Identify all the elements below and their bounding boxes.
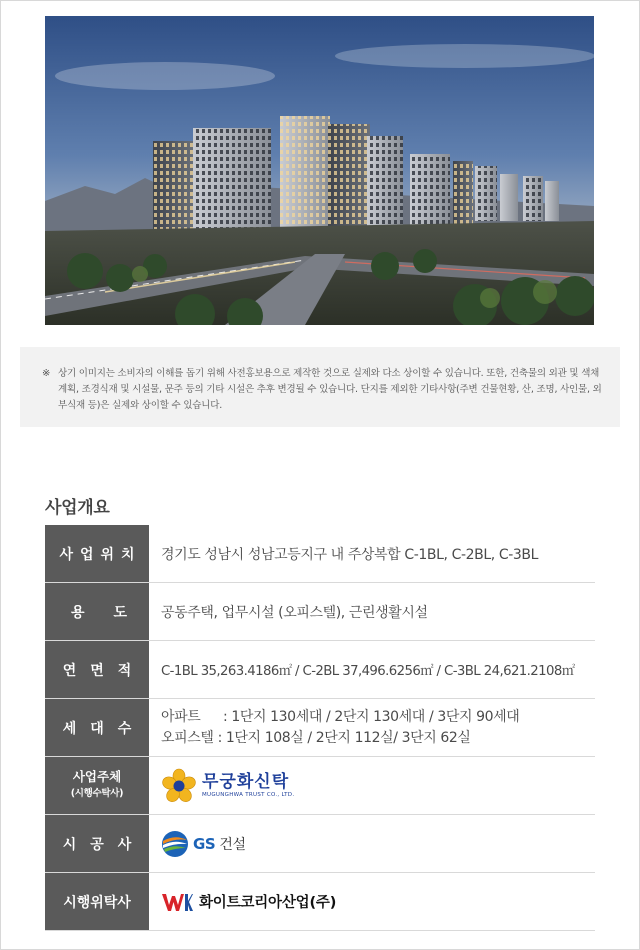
section-title: 사업개요 — [45, 498, 110, 518]
overview-row-floor-area — [45, 641, 595, 699]
row-value: 공동주택, 업무시설 (오피스텔), 근린생활시설 — [161, 604, 428, 621]
households-key: 아파트 — [161, 708, 201, 725]
row-label: 사업위치 — [45, 525, 149, 582]
households-key: 오피스텔 — [161, 729, 214, 746]
logo-name: 화이트코리아산업(주) — [199, 895, 337, 911]
logo-sub: 건설 — [219, 836, 246, 853]
row-value — [161, 815, 595, 872]
logo-english-name: MUGUNGHWA TRUST CO., LTD. — [202, 792, 295, 798]
logo-name: 무궁화신탁 — [202, 772, 290, 792]
row-value: 경기도 성남시 성남고등지구 내 주상복합 C-1BL, C-2BL, C-3BL — [161, 546, 538, 563]
row-label: 시공사 — [45, 815, 149, 872]
mugunghwa-trust-logo — [161, 768, 294, 804]
disclaimer-notice — [20, 347, 620, 427]
reference-mark-icon: ※ — [42, 368, 51, 379]
logo-brand: GS — [193, 834, 216, 853]
overview-row-developer — [45, 757, 595, 815]
row-label: 시행위탁사 — [45, 873, 149, 930]
row-label-main: 사업주체 — [72, 769, 122, 784]
white-korea-logo — [161, 891, 336, 913]
row-label — [45, 583, 149, 640]
row-label — [45, 757, 149, 814]
row-label-sub: (시행수탁사) — [70, 788, 124, 799]
overview-row-households — [45, 699, 595, 757]
overview-row-delegate — [45, 873, 595, 931]
gs-construction-logo — [161, 830, 246, 858]
business-overview-table — [45, 525, 595, 931]
overview-row-usage — [45, 583, 595, 641]
row-label-part: 도 — [113, 604, 127, 621]
mugunghwa-flower-icon — [161, 768, 197, 804]
row-value — [161, 873, 595, 930]
row-label: 세대수 — [45, 699, 149, 756]
households-officetel-line — [161, 728, 519, 749]
hero-rendering-image — [45, 16, 594, 325]
row-value: C-1BL 35,263.4186㎡ / C-2BL 37,496.6256㎡ / C-3BL 24,621.2108㎡ — [161, 664, 575, 679]
row-label: 연면적 — [45, 641, 149, 698]
households-apartment-line — [161, 707, 519, 728]
row-value — [161, 757, 595, 814]
households-value: : 1단지 108실 / 2단지 112실/ 3단지 62실 — [217, 729, 471, 746]
wk-monogram-icon — [161, 891, 193, 913]
overview-row-location — [45, 525, 595, 583]
row-label-part: 용 — [71, 604, 85, 621]
row-value — [161, 699, 595, 756]
households-value: : 1단지 130세대 / 2단지 130세대 / 3단지 90세대 — [223, 708, 520, 725]
overview-row-constructor — [45, 815, 595, 873]
gs-swoosh-icon — [161, 830, 189, 858]
disclaimer-text: 상기 이미지는 소비자의 이해를 돕기 위해 사전홍보용으로 제작한 것으로 실제와 다소 상이할 수 있습니다. 또한, 건축물의 외관 및 색채계획, 조경식재 및 시설물, 문주 등의 기타 시설은 추후 변경될 수 있습니다. 단지를 제외한 기타사항(주변 건물현황, 산, 조명, 사인물, 외부식재 등)은 실제와 상이할 수 있습니다. — [58, 368, 602, 411]
